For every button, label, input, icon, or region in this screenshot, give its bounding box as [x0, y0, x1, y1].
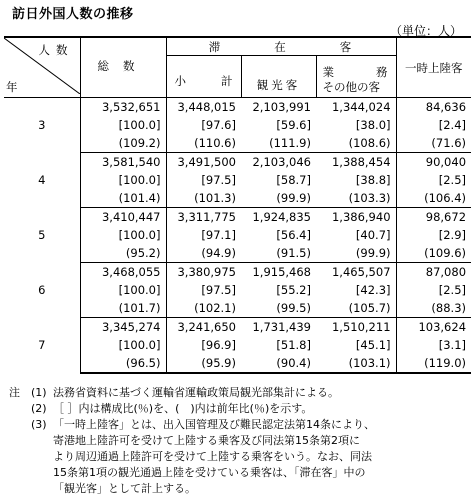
value-cell: 1,386,940	[331, 210, 391, 224]
value-cell: [100.0]	[80, 116, 166, 134]
note-3-line-3: より周辺通過上陸許可を受けて上陸する乗客をいう。なお、同法	[53, 450, 372, 463]
table-row	[4, 98, 471, 117]
value-cell: (111.9)	[241, 134, 316, 153]
value-cell: [100.0]	[80, 336, 166, 354]
value-cell: (95.2)	[80, 244, 166, 263]
value-cell: 1,465,507	[331, 265, 391, 279]
header-business-a: 業	[322, 65, 334, 79]
note-2-text: ［ ］内は構成比(％)を、( )内は前年比(％)を示す。	[53, 402, 313, 415]
value-cell: (90.4)	[241, 354, 316, 373]
value-cell: (102.1)	[166, 299, 241, 318]
value-cell: 84,636	[396, 98, 471, 117]
year-cell: 5	[4, 208, 80, 263]
value-cell: (91.5)	[241, 244, 316, 263]
value-cell: [51.8]	[276, 338, 311, 352]
table-row	[4, 208, 471, 227]
header-business-b: 務	[376, 65, 388, 79]
value-cell: [100.0]	[80, 171, 166, 189]
unit-label: （単位：人）	[389, 24, 462, 38]
value-cell: 98,672	[396, 208, 471, 227]
note-2	[9, 401, 375, 417]
value-cell: 3,448,015	[177, 100, 236, 114]
header-subtotal-a: 小	[174, 74, 186, 88]
value-cell: 90,040	[396, 153, 471, 172]
corner-label-count: 人数	[38, 43, 74, 57]
note-label: 注	[9, 386, 20, 399]
header-stay	[166, 37, 396, 56]
value-cell: (119.0)	[396, 354, 471, 373]
value-cell: [58.7]	[276, 173, 311, 187]
note-3-line-5: 「観光客」として計上する。	[53, 482, 196, 495]
value-cell: (103.3)	[316, 189, 396, 208]
header-stay-3: 客	[339, 39, 354, 54]
value-cell: (106.4)	[396, 189, 471, 208]
page-title: 訪日外国人数の推移	[12, 7, 134, 22]
value-cell: (101.7)	[80, 299, 166, 318]
value-cell: 3,581,540	[80, 153, 166, 172]
value-cell: (99.5)	[241, 299, 316, 318]
note-3-mark: (3)	[31, 418, 47, 431]
value-cell: (99.9)	[316, 244, 396, 263]
header-business-other: その他の客	[322, 80, 380, 94]
value-cell: (71.6)	[396, 134, 471, 153]
value-cell: [42.3]	[355, 283, 391, 297]
header-subtotal	[166, 56, 241, 98]
value-cell: (95.9)	[166, 354, 241, 373]
value-cell: (110.6)	[166, 134, 241, 153]
value-cell: (88.3)	[396, 299, 471, 318]
note-1-mark: (1)	[31, 386, 47, 399]
value-cell: [2.4]	[396, 116, 471, 134]
value-cell: (108.6)	[316, 134, 396, 153]
value-cell: 3,380,975	[177, 265, 236, 279]
header-business	[316, 56, 396, 98]
value-cell: 1,510,211	[331, 320, 391, 334]
corner-header	[4, 37, 80, 98]
value-cell: [2.9]	[396, 226, 471, 244]
year-cell: 4	[4, 153, 80, 208]
notes	[9, 385, 375, 497]
value-cell: (105.7)	[316, 299, 396, 318]
value-cell: [96.9]	[201, 338, 236, 352]
value-cell: [40.7]	[355, 228, 391, 242]
value-cell: [97.5]	[201, 173, 236, 187]
header-total: 総数	[80, 37, 166, 98]
value-cell: (109.6)	[396, 244, 471, 263]
value-cell: [45.1]	[355, 338, 391, 352]
value-cell: 3,468,055	[80, 263, 166, 282]
note-3-line-4: 15条第1項の観光通過上陸を受けている乗客は、「滞在客」中の	[53, 466, 366, 479]
note-3-line-1: 「一時上陸客」とは、出入国管理及び難民認定法第14条により、	[53, 418, 375, 431]
header-landing: 一時上陸客	[396, 37, 471, 98]
value-cell: [2.5]	[396, 171, 471, 189]
value-cell: [100.0]	[80, 226, 166, 244]
header-subtotal-b: 計	[221, 74, 233, 88]
value-cell: (96.5)	[80, 354, 166, 373]
value-cell: 1,731,439	[252, 320, 311, 334]
value-cell: 3,410,447	[80, 208, 166, 227]
corner-label-year: 年	[6, 80, 18, 94]
value-cell: 1,388,454	[331, 155, 391, 169]
value-cell: [100.0]	[80, 281, 166, 299]
note-1-text: 法務省資料に基づく運輸省運輸政策局観光部集計による。	[53, 386, 339, 399]
note-3-line-2: 寄港地上陸許可を受けて上陸する乗客及び同法第15条第2項に	[53, 434, 360, 447]
header-tourist	[241, 56, 316, 98]
value-cell: [97.5]	[201, 283, 236, 297]
value-cell: [2.5]	[396, 281, 471, 299]
value-cell: [55.2]	[276, 283, 311, 297]
year-cell: 7	[4, 318, 80, 374]
table-row	[4, 318, 471, 337]
table-row	[4, 153, 471, 172]
value-cell: 3,491,500	[177, 155, 236, 169]
year-cell: 3	[4, 98, 80, 153]
note-3	[9, 417, 375, 433]
header-stay-2: 在	[274, 39, 288, 54]
value-cell: 3,345,274	[80, 318, 166, 337]
value-cell: [38.0]	[355, 118, 391, 132]
value-cell: [97.6]	[201, 118, 236, 132]
visitor-table	[4, 36, 471, 374]
value-cell: 3,241,650	[177, 320, 236, 334]
table-row	[4, 263, 471, 282]
header-stay-1: 滞	[208, 39, 223, 54]
value-cell: 2,103,046	[252, 155, 311, 169]
value-cell: [38.8]	[355, 173, 391, 187]
value-cell: [59.6]	[276, 118, 311, 132]
value-cell: (101.4)	[80, 189, 166, 208]
value-cell: 3,532,651	[80, 98, 166, 117]
value-cell: (101.3)	[166, 189, 241, 208]
value-cell: 2,103,991	[252, 100, 311, 114]
note-2-mark: (2)	[31, 402, 47, 415]
value-cell: (103.1)	[316, 354, 396, 373]
year-cell: 6	[4, 263, 80, 318]
value-cell: (109.2)	[80, 134, 166, 153]
value-cell: (99.9)	[241, 189, 316, 208]
value-cell: 1,344,024	[331, 100, 391, 114]
value-cell: 3,311,775	[177, 210, 236, 224]
value-cell: 103,624	[396, 318, 471, 337]
value-cell: 87,080	[396, 263, 471, 282]
value-cell: (94.9)	[166, 244, 241, 263]
value-cell: [3.1]	[396, 336, 471, 354]
header-tourist-label: 観光客	[256, 78, 301, 92]
note-1	[9, 385, 375, 401]
value-cell: [56.4]	[276, 228, 311, 242]
value-cell: [97.1]	[201, 228, 236, 242]
value-cell: 1,924,835	[252, 210, 311, 224]
value-cell: 1,915,468	[252, 265, 311, 279]
